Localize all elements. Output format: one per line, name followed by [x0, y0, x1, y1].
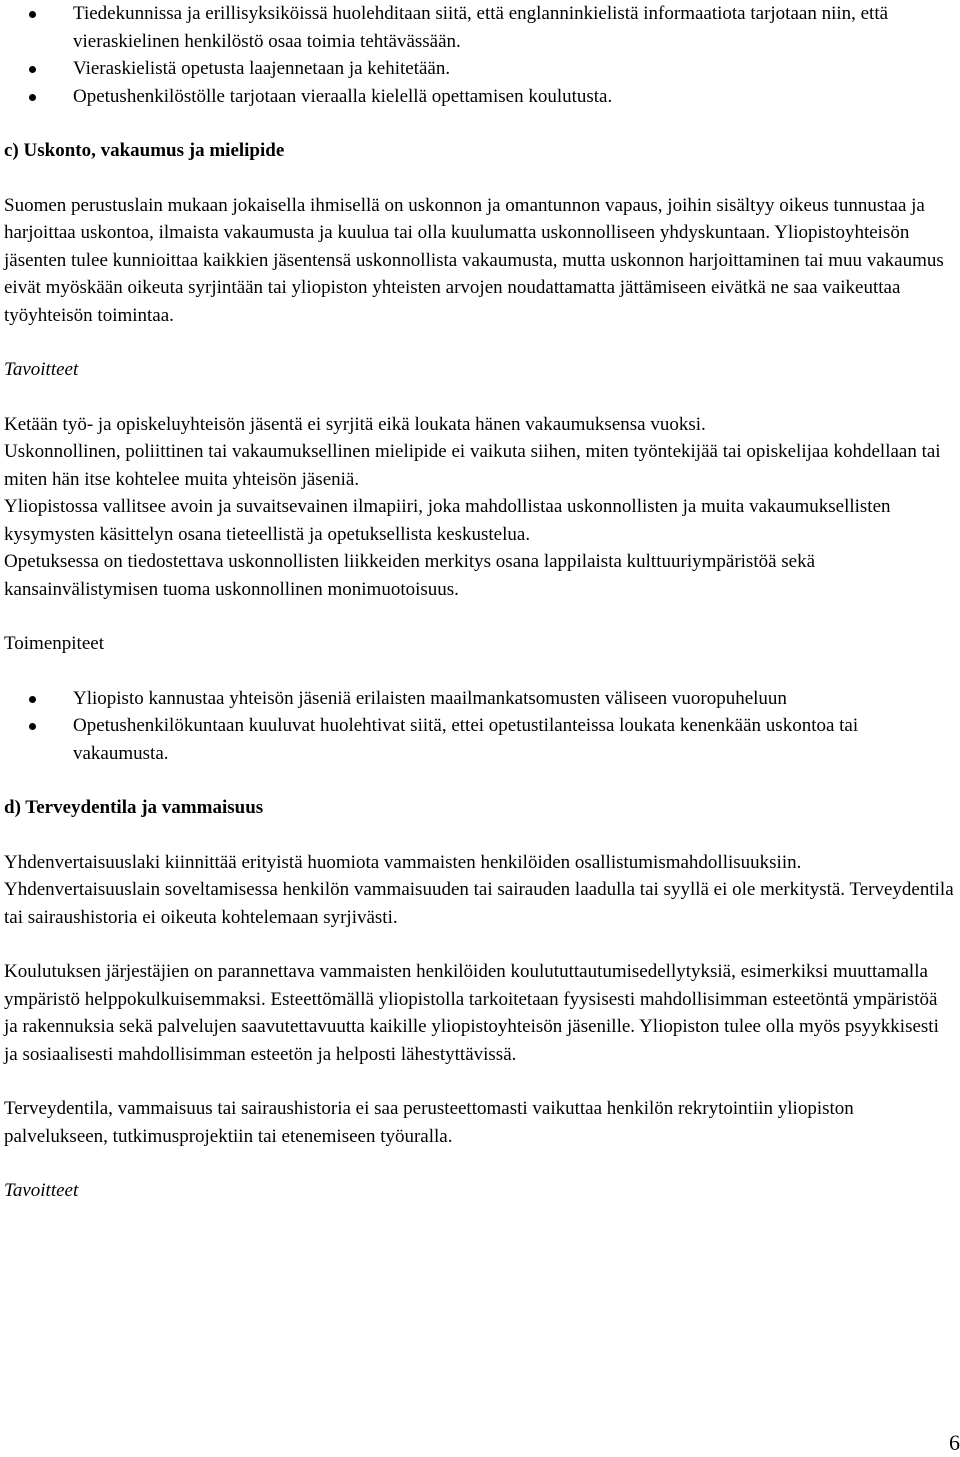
list-item: Vieraskielistä opetusta laajennetaan ja kehitetään.: [4, 55, 954, 83]
section-d-paragraph: Yhdenvertaisuuslaki kiinnittää erityistä huomiota vammaisten henkilöiden osallistumismahdollisuuksiin. Yhdenvertaisuuslain soveltamisessa henkilön vammaisuuden tai sairauden laadulla tai syyllä ei ole merkitystä. Terveydentila tai sairaushistoria ei oikeuta kohtelemaan syrjivästi.: [4, 851, 954, 928]
section-c-goals: [4, 411, 954, 604]
section-d-goals-label: Tavoitteet: [4, 1180, 79, 1201]
bullet-icon: [29, 723, 36, 730]
section-d-paragraph: Terveydentila, vammaisuus tai sairaushistoria ei saa perusteettomasti vaikuttaa henkilön rekrytointiin yliopiston palvelukseen, tutkimusprojektiin tai etenemiseen työuralla.: [4, 1098, 854, 1147]
goal-line: Opetuksessa on tiedostettava uskonnollisten liikkeiden merkitys osana lappilaista kulttuuriympäristöä sekä kansainvälistymisen tuoma uskonnollinen monimuotoisuus.: [4, 551, 816, 600]
section-c-goals-label: Tavoitteet: [4, 359, 79, 380]
list-item: Yliopisto kannustaa yhteisön jäseniä erilaisten maailmankatsomusten väliseen vuoropuheluun: [4, 685, 954, 713]
bullet-icon: [29, 11, 36, 18]
list-item: Opetushenkilökuntaan kuuluvat huolehtivat siitä, ettei opetustilanteissa loukata kenenkään uskontoa tai vakaumusta.: [4, 712, 954, 767]
section-c-intro: Suomen perustuslain mukaan jokaisella ihmisellä on uskonnon ja omantunnon vapaus, joihin sisältyy oikeus tunnustaa ja harjoittaa uskontoa, ilmaista vakaumusta ja kuulua tai olla kuulumatta uskonnolliseen yhdyskuntaan. Yliopistoyhteisön jäsenten tulee kunnioittaa kaikkien jäsentensä uskonnollista vakaumusta, mutta uskonnon harjoittaminen tai muu vakaumus eivät myöskään oikeuta syrjintään tai yliopiston yhteisten arvojen noudattamatta jättämiseen eivätkä ne saa vaikeuttaa työyhteisön toimintaa.: [4, 194, 944, 326]
list-item: Tiedekunnissa ja erillisyksiköissä huolehditaan siitä, että englanninkielistä informaatiota tarjotaan niin, että vieraskielinen henkilöstö osaa toimia tehtävässään.: [4, 0, 954, 55]
goal-line: Uskonnollinen, poliittinen tai vakaumuksellinen mielipide ei vaikuta siihen, miten työntekijää tai opiskelijaa kohdellaan tai miten hän itse kohtelee muita yhteisön jäseniä.: [4, 441, 941, 490]
goal-line: Yliopistossa vallitsee avoin ja suvaitsevainen ilmapiiri, joka mahdollistaa uskonnollisten ja muita vakaumuksellisten kysymysten käsittelyn osana tieteellistä ja opetuksellista keskustelua.: [4, 496, 891, 545]
bullet-icon: [29, 696, 36, 703]
document-page: [4, 0, 954, 1205]
goal-line: Ketään työ- ja opiskeluyhteisön jäsentä ei syrjitä eikä loukata hänen vakaumuksensa vuoksi.: [4, 413, 706, 435]
top-bullet-list: [4, 0, 954, 110]
page-number: 6: [949, 1430, 960, 1455]
list-item: Opetushenkilöstölle tarjotaan vieraalla kielellä opettamisen koulutusta.: [4, 83, 954, 111]
section-d-heading: d) Terveydentila ja vammaisuus: [4, 797, 264, 818]
bullet-icon: [29, 66, 36, 73]
section-d-paragraph: Koulutuksen järjestäjien on parannettava vammaisten henkilöiden koulututtautumisedellytyksiä, esimerkiksi muuttamalla ympäristö helppokulkuisemmaksi. Esteettömällä yliopistolla tarkoitetaan fyysisesti mahdollisimman esteetöntä ympäristöä ja rakennuksia sekä palvelujen saavutettavuutta kaikille yliopistoyhteisön jäsenille. Yliopiston tulee olla myös psyykkisesti ja sosiaalisesti mahdollisimman esteetön ja helposti lähestyttävissä.: [4, 961, 939, 1065]
section-c-actions-list: [4, 685, 954, 768]
bullet-icon: [29, 94, 36, 101]
section-c-actions-label: Toimenpiteet: [4, 633, 104, 654]
section-c-heading: c) Uskonto, vakaumus ja mielipide: [4, 140, 285, 161]
